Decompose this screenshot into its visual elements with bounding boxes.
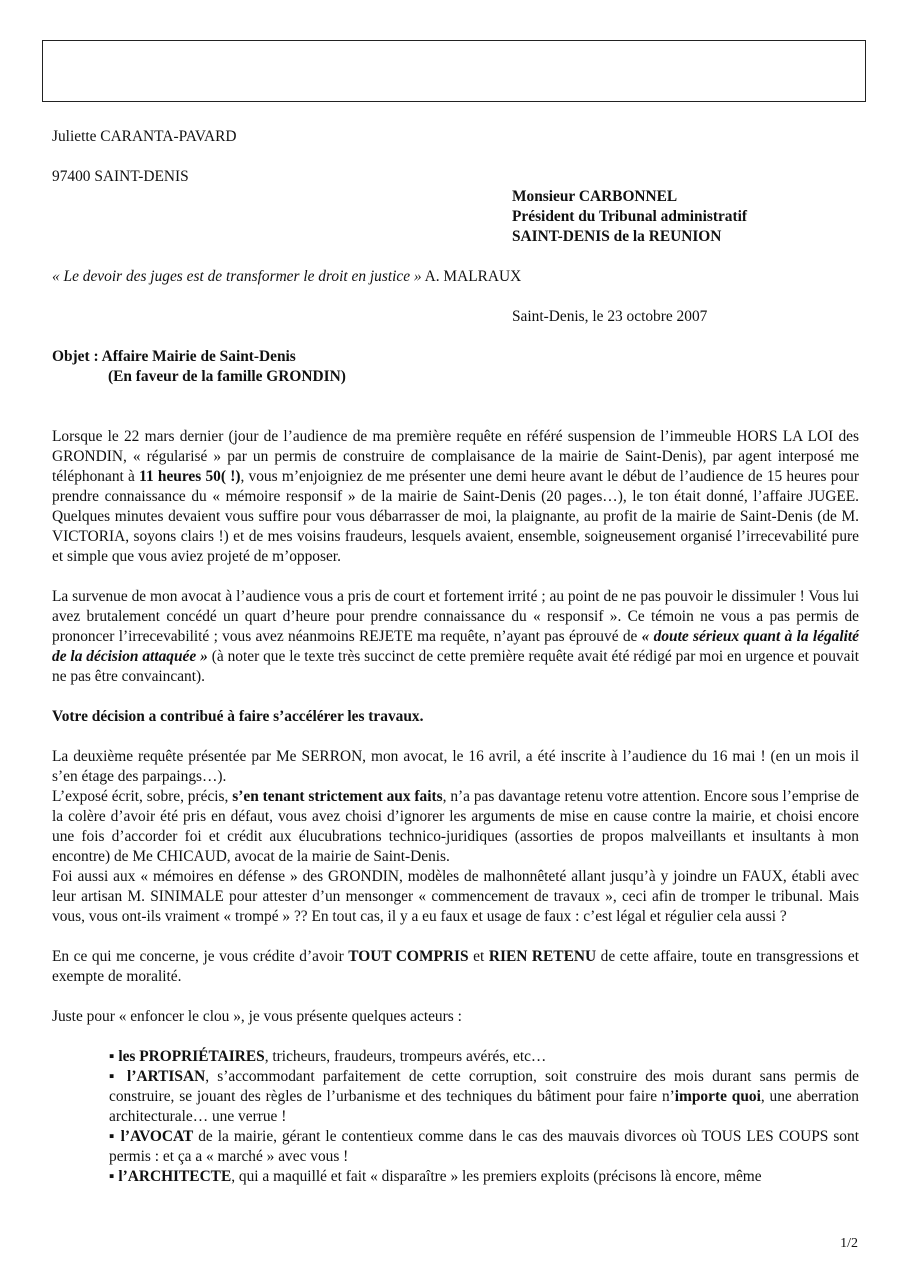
header-box <box>42 40 866 102</box>
paragraph-7-text-c: de cette affaire, toute en transgressions et exempte de moralité. <box>52 948 859 985</box>
paragraph-1 <box>52 427 859 567</box>
page-number: 1/2 <box>840 1236 858 1251</box>
recipient-line-3: SAINT-DENIS de la REUNION <box>512 228 722 245</box>
list-item <box>109 1127 859 1167</box>
epigraph <box>52 267 521 287</box>
list-item-tail: , une aberration architecturale… une verrue ! <box>109 1088 859 1125</box>
epigraph-quote: « Le devoir des juges est de transformer le droit en justice » <box>52 268 422 285</box>
paragraph-5 <box>52 787 859 867</box>
list-item <box>109 1067 859 1127</box>
letter-date: Saint-Denis, le 23 octobre 2007 <box>512 308 708 325</box>
paragraph-8: Juste pour « enfoncer le clou », je vous présente quelques acteurs : <box>52 1008 462 1025</box>
paragraph-1-emphasis: 11 heures 50( !) <box>139 468 241 485</box>
paragraph-7 <box>52 947 859 987</box>
paragraph-7-emphasis-2: RIEN RETENU <box>488 948 597 965</box>
list-item-lead: l’ARTISAN <box>127 1068 206 1085</box>
list-item-text: , qui a maquillé et fait « disparaître » les premiers exploits (précisons là encore, même <box>231 1168 762 1185</box>
paragraph-7-emphasis-1: TOUT COMPRIS <box>348 948 469 965</box>
bullet-marker: ▪ <box>109 1048 115 1065</box>
actors-list <box>109 1047 859 1187</box>
subject-line-1: Affaire Mairie de Saint-Denis <box>101 348 296 365</box>
sender-city: 97400 SAINT-DENIS <box>52 168 189 185</box>
paragraph-7-text-b: et <box>468 948 489 965</box>
list-item <box>109 1047 859 1067</box>
recipient-line-1: Monsieur CARBONNEL <box>512 188 678 205</box>
paragraph-5-text-b: , n’a pas davantage retenu votre attention. Encore sous l’emprise de la colère d’avoir été pris en défaut, vous avez choisi d’ignorer les arguments de mise en cause contre la mairie, et choisi encore une fois d’accorder foi et crédit aux élucubrations technico-juridiques (assorties de propos malveillants et insultants à mon encontre) de Me CHICAUD, avocat de la mairie de Saint-Denis. <box>52 788 859 865</box>
bullet-marker: ▪ <box>109 1128 116 1145</box>
paragraph-2-quote: « doute sérieux quant à la légalité de la décision attaquée » <box>52 628 859 665</box>
paragraph-5-text-a: L’exposé écrit, sobre, précis, <box>52 788 233 805</box>
list-item-emphasis: importe quoi <box>674 1088 761 1105</box>
paragraph-6: Foi aussi aux « mémoires en défense » des GRONDIN, modèles de malhonnêteté allant jusqu’à y joindre un FAUX, établi avec leur artisan M. SINIMALE pour attester d’un mensonger « commencement de travaux », ceci afin de tromper le tribunal. Mais vous, vous ont-ils vraiment « trompé » ?? En tout cas, il y a eu faux et usage de faux : c’est légal et régulier cela aussi ? <box>52 868 859 925</box>
paragraph-2-text-a: La survenue de mon avocat à l’audience vous a pris de court et fortement irrité ; au point de ne pas pouvoir le dissimuler ! Vous lui avez brutalement concédé un quart d’heure pour prendre connaissance du « responsif ». Ce témoin ne vous a pas permis de prononcer l’irrecevabilité ; vous avez néanmoins REJETE ma requête, n’ayant pas éprouvé de <box>52 588 859 645</box>
list-item-lead: les PROPRIÉTAIRES <box>118 1048 265 1065</box>
paragraph-2 <box>52 587 859 687</box>
paragraph-2-text-b: (à noter que le texte très succinct de cette première requête avait été rédigé par moi en urgence et pouvait ne pas être convaincant). <box>52 648 859 685</box>
paragraph-3-bold: Votre décision a contribué à faire s’accélérer les travaux. <box>52 708 424 725</box>
list-item-text: de la mairie, gérant le contentieux comme dans le cas des mauvais divorces où TOUS LES COUPS sont permis : et ça a « marché » avec vous ! <box>109 1128 859 1165</box>
bullet-marker: ▪ <box>109 1068 119 1085</box>
list-item <box>109 1167 859 1187</box>
list-item-lead: l’AVOCAT <box>120 1128 194 1145</box>
epigraph-author: A. MALRAUX <box>424 268 522 285</box>
paragraph-3 <box>52 707 859 727</box>
list-item-text: , tricheurs, fraudeurs, trompeurs avérés, etc… <box>264 1048 547 1065</box>
paragraph-1-text-b: , vous m’enjoigniez de me présenter une demi heure avant le début de l’audience de 15 heures pour prendre connaissance du « mémoire responsif » de la mairie de Saint-Denis (20 pages…), le ton était donné, l’affaire JUGEE. Quelques minutes devaient vous suffire pour vous débarrasser de moi, la plaignante, au profit de la mairie de Saint-Denis (de M. VICTORIA, soyons clairs !) et de mes voisins fraudeurs, lesquels avaient, ensemble, soigneusement organisé l’irrecevabilité pure et simple que vous aviez projeté de m’opposer. <box>52 468 859 565</box>
paragraph-1-text-a: Lorsque le 22 mars dernier (jour de l’audience de ma première requête en référé suspension de l’immeuble HORS LA LOI des GRONDIN, « régularisé » par un permis de construire de complaisance de la mairie de Saint-Denis), par agent interposé me téléphonant à <box>52 428 859 485</box>
bullet-marker: ▪ <box>109 1168 115 1185</box>
subject-label: Objet : <box>52 348 99 365</box>
sender-name: Juliette CARANTA-PAVARD <box>52 128 237 145</box>
paragraph-7-text-a: En ce qui me concerne, je vous crédite d’avoir <box>52 948 349 965</box>
subject-block <box>52 347 346 387</box>
list-item-text: , s’accommodant parfaitement de cette corruption, soit construire des mois durant sans permis de construire, se jouant des règles de l’urbanisme et des techniques du bâtiment pour faire n’ <box>109 1068 859 1105</box>
paragraph-4: La deuxième requête présentée par Me SERRON, mon avocat, le 16 avril, a été inscrite à l’audience du 16 mai ! (en un mois il s’en étage des parpaings…). <box>52 748 859 785</box>
paragraph-5-emphasis: s’en tenant strictement aux faits <box>232 788 443 805</box>
list-item-lead: l’ARCHITECTE <box>118 1168 232 1185</box>
subject-line-2: (En faveur de la famille GRONDIN) <box>108 368 346 385</box>
recipient-line-2: Président du Tribunal administratif <box>512 208 748 225</box>
letter-body <box>52 427 859 1187</box>
